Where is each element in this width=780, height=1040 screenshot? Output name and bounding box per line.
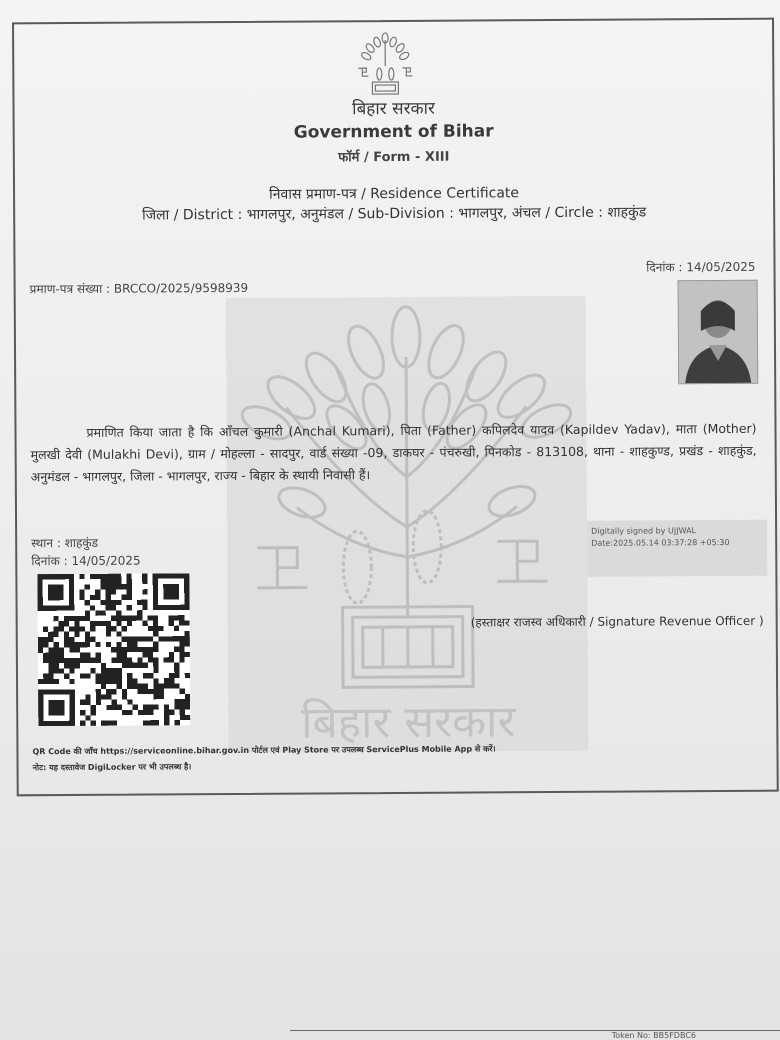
digital-signature-signer: Digitally signed by UJJWAL	[591, 526, 697, 536]
certificate-body: प्रमाणित किया जाता है कि आँचल कुमारी (Anchal Kumari), पिता (Father) कपिलदेव यादव (Kapildev Yadav), माता (Mother) मुलखी देवी (Mulakhi Devi), ग्राम / मोहल्ला - सादपुर, वार्ड संख्या -09, डाकघर - पंचरुखी, पिनकोड - 813108, थाना - शाहकुण्ड, प्रखंड - शाहकुंड, अनुमंडल - भागलपुर, जिला - भागलपुर, राज्य - बिहार के स्थायी निवासी हैं।	[30, 420, 757, 485]
digital-signature-date: Date:2025.05.14 03:37:28 +05:30	[591, 537, 730, 548]
form-number: फॉर्म / Form - XIII	[338, 149, 450, 166]
hindi-title: बिहार सरकार	[352, 98, 435, 120]
digital-signature-box	[587, 520, 767, 577]
qr-code-icon[interactable]	[37, 573, 190, 726]
certificate-title: निवास प्रमाण-पत्र / Residence Certificate	[269, 185, 520, 203]
issue-date: दिनांक : 14/05/2025	[646, 259, 756, 275]
certificate-number: प्रमाण-पत्र संख्या : BRCCO/2025/9598939	[29, 280, 249, 297]
bihar-emblem-watermark-icon	[226, 296, 589, 753]
certificate-frame	[12, 18, 779, 797]
watermark-text: बिहार सरकार	[301, 696, 516, 749]
applicant-photo	[678, 280, 759, 384]
token-number: Token No: BB5FDBC6	[611, 1031, 696, 1040]
district-line: जिला / District : भागलपुर, अनुमंडल / Sub-Division : भागलपुर, अंचल / Circle : शाहकुंड	[142, 204, 647, 224]
english-title: Government of Bihar	[293, 121, 494, 143]
footer-divider	[290, 1030, 780, 1031]
qr-verification-note: QR Code की जाँच https://serviceonline.bihar.gov.in पोर्टल एवं Play Store पर उपलब्ध ServicePlus Mobile App से करें।	[32, 744, 496, 757]
signature-label: (हस्ताक्षर राजस्व अधिकारी / Signature Revenue Officer )	[470, 613, 764, 630]
place-date: दिनांक : 14/05/2025	[31, 553, 141, 569]
bihar-emblem-icon	[352, 32, 418, 96]
digilocker-note: नोट: यह दस्तावेज DigiLocker पर भी उपलब्ध है।	[32, 762, 192, 773]
place: स्थान : शाहकुंड	[31, 535, 99, 551]
